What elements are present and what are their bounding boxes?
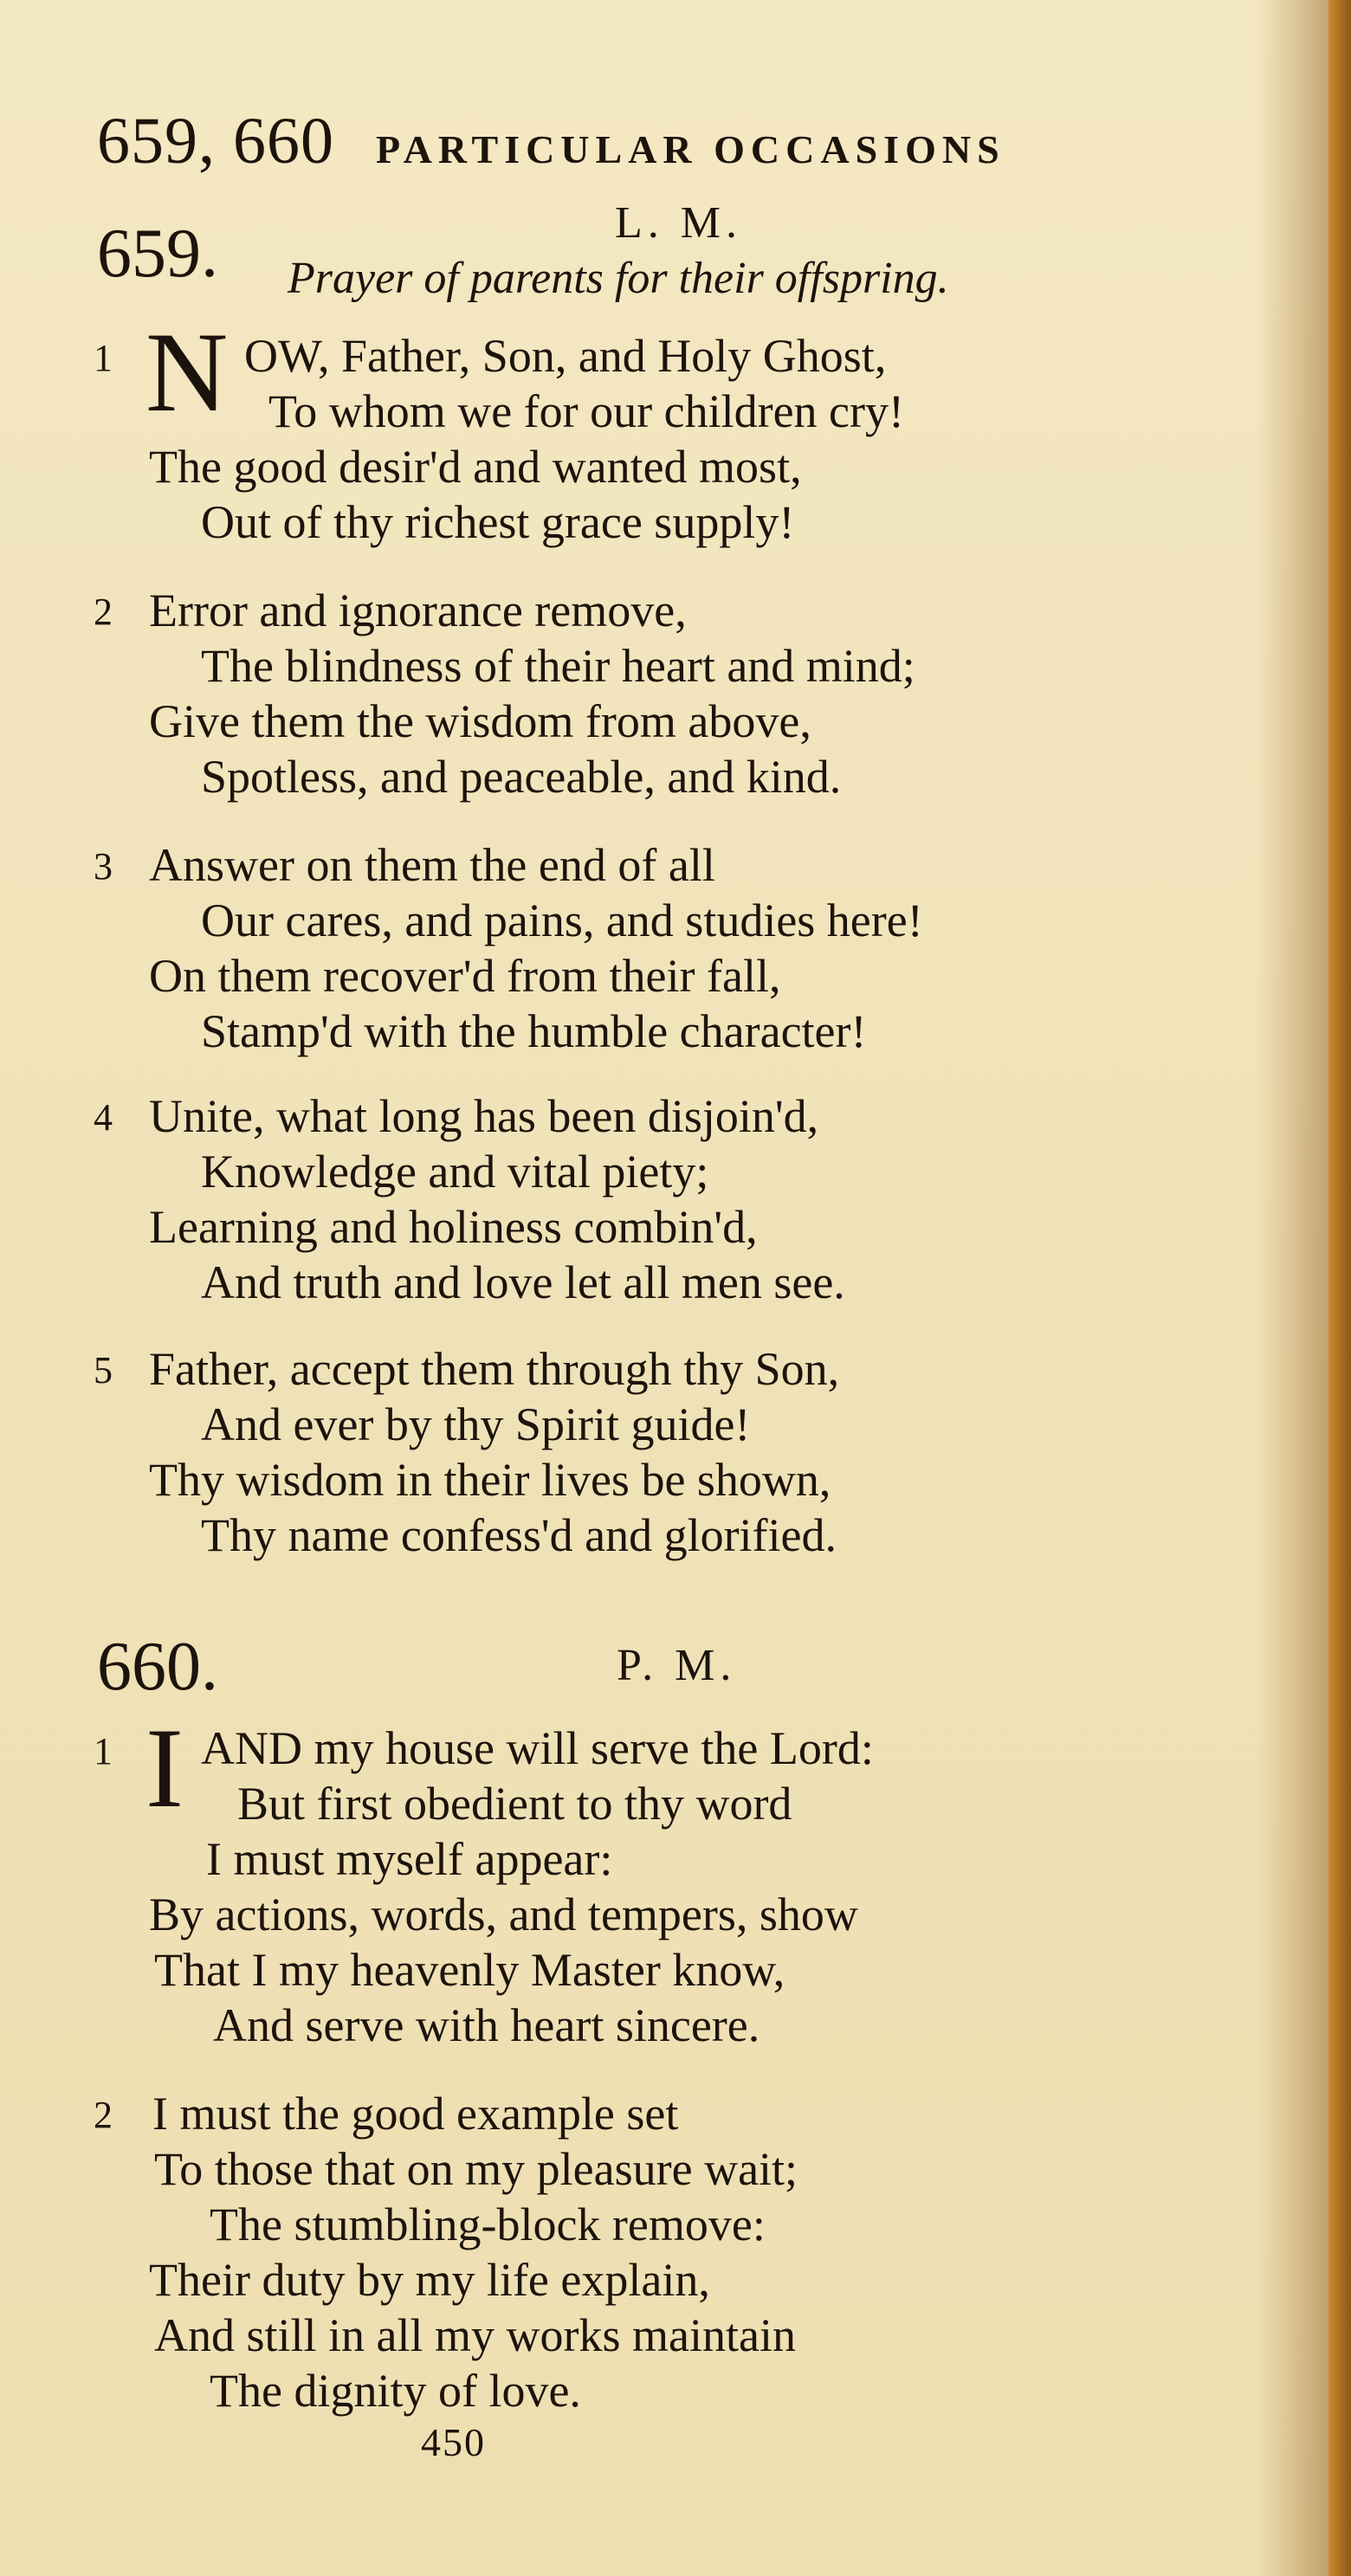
verse-number: 1: [94, 337, 113, 379]
drop-cap: N: [145, 308, 229, 436]
verse-line: And truth and love let all men see.: [201, 1256, 845, 1308]
verse-line: Give them the wisdom from above,: [149, 695, 811, 747]
verse-number: 2: [94, 2094, 113, 2136]
verse-line: And ever by thy Spirit guide!: [201, 1398, 751, 1450]
verse-line: AND my house will serve the Lord:: [201, 1722, 874, 1774]
verse-line: I must the good example set: [152, 2088, 679, 2140]
hymn-number: 660.: [97, 1629, 218, 1705]
verse-number: 5: [94, 1349, 113, 1391]
verse-line: The blindness of their heart and mind;: [201, 640, 915, 692]
verse-line: That I my heavenly Master know,: [154, 1944, 785, 1996]
verse-line: Answer on them the end of all: [149, 839, 715, 891]
hymn-659-heading: [97, 197, 1223, 319]
verse-line: Out of thy richest grace supply!: [201, 496, 795, 548]
verse-line: Error and ignorance remove,: [149, 584, 687, 636]
verse-line: And still in all my works maintain: [154, 2309, 796, 2361]
verse-number: 3: [94, 845, 113, 888]
verse-line: The dignity of love.: [210, 2365, 581, 2417]
verse-line: The stumbling-block remove:: [210, 2198, 766, 2250]
verse-line: By actions, words, and tempers, show: [149, 1888, 858, 1940]
verse-line: Father, accept them through thy Son,: [149, 1343, 840, 1395]
verse-number: 4: [94, 1096, 113, 1139]
verse-line: Unite, what long has been disjoin'd,: [149, 1090, 819, 1142]
page-number: 450: [421, 2420, 486, 2464]
verse-line: I must myself appear:: [206, 1833, 613, 1885]
verse-line: But first obedient to thy word: [237, 1778, 792, 1830]
verse-line: OW, Father, Son, and Holy Ghost,: [244, 330, 887, 382]
verse-line: The good desir'd and wanted most,: [149, 441, 802, 493]
verse-number: 2: [94, 591, 113, 633]
verse-line: And serve with heart sincere.: [213, 1999, 760, 2051]
verse-line: To whom we for our children cry!: [268, 385, 904, 437]
hymn-meter: P. M.: [617, 1641, 737, 1690]
hymn-number: 659.: [97, 216, 218, 292]
drop-cap: I: [145, 1704, 184, 1831]
hymn-title: Prayer of parents for their offspring.: [288, 254, 949, 303]
verse-line: To those that on my pleasure wait;: [154, 2143, 798, 2195]
running-head-title: PARTICULAR OCCASIONS: [376, 127, 1005, 171]
page-edge: [1328, 0, 1351, 2576]
hymn-meter: L. M.: [615, 198, 742, 248]
verse-line: Their duty by my life explain,: [149, 2254, 710, 2306]
verse-number: 1: [94, 1730, 113, 1772]
verse-line: Our cares, and pains, and studies here!: [201, 894, 923, 946]
verse-line: Stamp'd with the humble character!: [201, 1005, 867, 1057]
verse-line: Thy wisdom in their lives be shown,: [149, 1454, 831, 1506]
verse-line: Knowledge and vital piety;: [201, 1146, 709, 1198]
verse-line: Thy name confess'd and glorified.: [201, 1509, 837, 1561]
running-head-numbers: 659, 660: [97, 105, 334, 178]
verse-line: Spotless, and peaceable, and kind.: [201, 751, 842, 803]
running-head: [97, 104, 1005, 182]
verse-line: On them recover'd from their fall,: [149, 950, 781, 1002]
verse-line: Learning and holiness combin'd,: [149, 1201, 758, 1253]
